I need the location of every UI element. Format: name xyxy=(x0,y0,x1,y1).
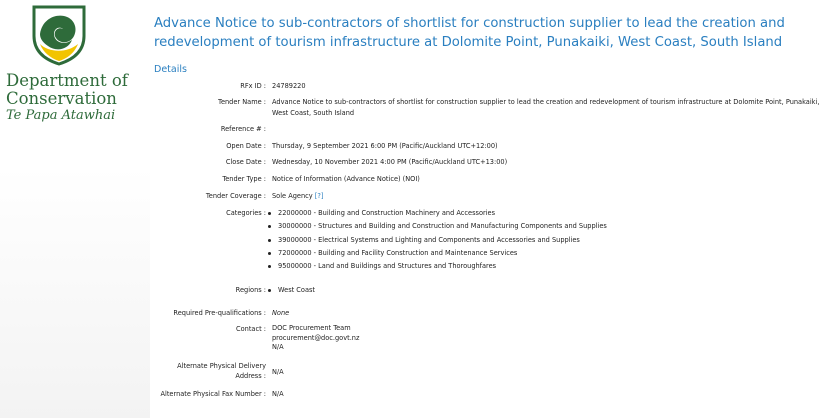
field-label-line1: Alternate Physical Delivery xyxy=(177,362,266,370)
doc-logo-icon xyxy=(30,4,88,66)
contact-name: DOC Procurement Team xyxy=(272,324,351,332)
field-label: Regions : xyxy=(235,286,266,294)
field-value: Notice of Information (Advance Notice) (NOI) xyxy=(272,175,420,183)
field-value xyxy=(272,191,832,203)
list-item: West Coast xyxy=(265,285,825,298)
categories-list xyxy=(265,208,825,274)
field-value: Thursday, 9 September 2021 6:00 PM (Pacific/Auckland UTC+12:00) xyxy=(272,142,498,150)
contact-email[interactable]: procurement@doc.govt.nz xyxy=(272,333,360,342)
list-item: 39000000 - Electrical Systems and Lighting and Components and Accessories and Supplies xyxy=(265,235,825,248)
contact-block xyxy=(272,324,832,353)
field-label xyxy=(150,362,266,381)
list-item: 95000000 - Land and Buildings and Structures and Thoroughfares xyxy=(265,261,825,274)
field-value: Advance Notice to sub-contractors of shortlist for construction supplier to lead the creation and redevelopment of tourism infrastructure at Dolomite Point, Punakaiki, West Coast, South Island xyxy=(272,98,820,117)
field-label: Open Date : xyxy=(226,142,266,150)
field-label-line2: Address : xyxy=(235,371,266,380)
field-value xyxy=(272,308,832,320)
field-label: Tender Name : xyxy=(218,98,266,106)
field-value: 24789220 xyxy=(272,82,306,90)
field-value: Wednesday, 10 November 2021 4:00 PM (Pacific/Auckland UTC+13:00) xyxy=(272,158,508,166)
page-title: Advance Notice to sub-contractors of shortlist for construction supplier to lead the creation and redevelopment of tourism infrastructure at Dolomite Point, Punakaiki, West Coast, South Island xyxy=(154,16,785,50)
tender-coverage-value: Sole Agency xyxy=(272,192,313,200)
field-label: Categories : xyxy=(226,209,266,217)
field-label: Tender Type : xyxy=(222,175,266,183)
field-label: Contact : xyxy=(236,325,266,333)
sidebar xyxy=(0,0,150,418)
field-value: N/A xyxy=(272,368,284,376)
prequal-value: None xyxy=(272,309,290,317)
list-item: 30000000 - Structures and Building and Construction and Manufacturing Components and Supplies xyxy=(265,221,825,234)
list-item: 22000000 - Building and Construction Machinery and Accessories xyxy=(265,208,825,221)
field-label: Reference # : xyxy=(220,125,266,133)
field-value: N/A xyxy=(272,390,284,398)
field-label: RFx ID : xyxy=(240,82,266,90)
list-item: 72000000 - Building and Facility Construction and Maintenance Services xyxy=(265,248,825,261)
regions-list xyxy=(265,285,825,298)
logo-line-conservation: Conservation xyxy=(6,89,117,108)
logo-line-maori: Te Papa Atawhai xyxy=(6,108,116,123)
section-heading-details: Details xyxy=(154,64,187,75)
contact-phone: N/A xyxy=(272,343,284,351)
logo-line-department: Department of xyxy=(6,71,128,90)
field-label: Required Pre-qualifications : xyxy=(173,309,266,317)
field-label: Tender Coverage : xyxy=(205,192,266,200)
field-label: Close Date : xyxy=(225,158,266,166)
help-link[interactable]: [?] xyxy=(314,192,324,200)
doc-logo-text xyxy=(6,72,128,124)
field-label: Alternate Physical Fax Number : xyxy=(160,390,266,398)
